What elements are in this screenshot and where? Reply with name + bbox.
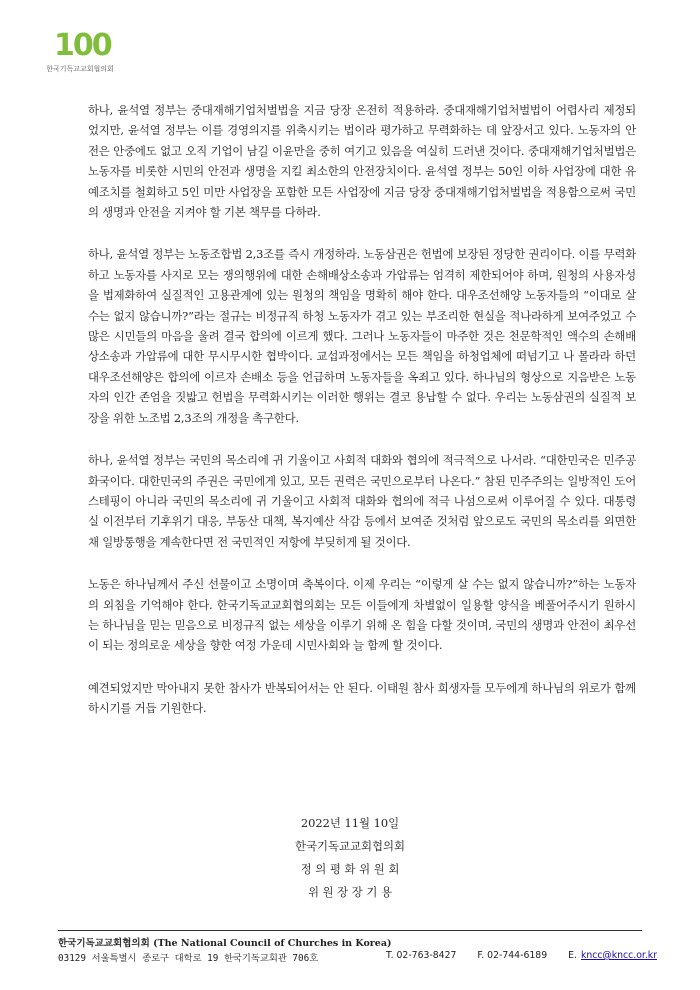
paragraph-3: 하나, 윤석열 정부는 국민의 목소리에 귀 기울이고 사회적 대화와 협의에 적극적으로 나서라. “대한민국은 민주공화국이다. 대한민국의 주권은 국민에게 있고, 모든 권력은 국민으로부터 나온다.” 참된 민주주의는 일방적인 도어 스테핑이 아니라 국민의 목소리에 귀 기울이고 사회적 대화와 협의에 적극 나섬으로써 이루어질 수 있다. 대통령실 이전부터 기후위기 대응, 부동산 대책, 복지예산 삭감 등에서 보여준 것처럼 앞으로도 국민의 목소리를 외면한 채 일방통행을 계속한다면 전 국민적인 저항에 부딪히게 될 것이다.: [88, 453, 636, 549]
organization-logo: [44, 28, 116, 78]
signature-chair: 위 원 장 장 기 용: [307, 885, 393, 899]
footer-fax: F. 02-744-6189: [477, 950, 548, 961]
paragraph-2: 하나, 윤석열 정부는 노동조합법 2,3조를 즉시 개정하라. 노동삼권은 헌법에 보장된 정당한 권리이다. 이를 무력화하고 노동자를 사지로 모는 쟁의행위에 대한 손해배상소송과 가압류는 엄격히 제한되어야 하며, 원청의 사용자성을 법제화하여 실질적인 고용관계에 있는 원청의 책임을 명확히 해야 한다. 대우조선해양 노동자들의 “이대로 살 수는 없지 않습니까?”라는 절규는 비정규직 하청 노동자가 겪고 있는 부조리한 현실을 적나라하게 보여주었고 수많은 시민들의 마음을 울려 결국 합의에 이르게 했다. 그러나 노동자들이 마주한 것은 천문학적인 액수의 손해배상소송과 가압류에 대한 무시무시한 협박이다. 교섭과정에서는 모든 책임을 하청업체에 떠넘기고 나 몰라라 하던 대우조선해양은 합의에 이르자 손배소 등을 언급하며 노동자들을 옥죄고 있다. 하나님의 형상으로 지음받은 노동자의 인간 존엄을 짓밟고 헌법을 무력화시키는 이러한 행위는 결코 용납할 수 없다. 우리는 노동삼권의 실질적 보장을 위한 노조법 2,3조의 개정을 촉구한다.: [88, 247, 636, 425]
footer-email-label: E.: [568, 950, 577, 961]
paragraph-1: 하나, 윤석열 정부는 중대재해기업처벌법을 지금 당장 온전히 적용하라. 중대재해기업처벌법이 어렵사리 제정되었지만, 윤석열 정부는 이를 경영의지를 위축시키는 법이라 평가하고 무력화하는 데 앞장서고 있다. 노동자의 안전은 안중에도 없고 오직 기업이 남길 이윤만을 중히 여기고 있음을 여실히 드러낸 것이다. 중대재해기업처벌법은 노동자를 비롯한 시민의 안전과 생명을 지킬 최소한의 안전장치이다. 윤석열 정부는 50인 이하 사업장에 대한 유예조치를 철회하고 5인 미만 사업장을 포함한 모든 사업장에 지금 당장 중대재해기업처벌법을 적용함으로써 국민의 생명과 안전을 지켜야 할 기본 책무를 다하라.: [88, 103, 636, 220]
paragraph-5: 예견되었지만 막아내지 못한 참사가 반복되어서는 안 된다. 이태원 참사 희생자들 모두에게 하나님의 위로가 함께 하시기를 거듭 기원한다.: [88, 680, 636, 716]
logo-text: 한국기독교교회협의회: [46, 65, 114, 73]
signature-org: 한국기독교교회협의회: [294, 839, 406, 853]
footer-contacts: [386, 950, 657, 961]
paragraph-4: 노동은 하나님께서 주신 선물이고 소명이며 축복이다. 이제 우리는 “이렇게 살 수는 없지 않습니까?”하는 노동자의 외침을 기억해야 한다. 한국기독교교회협의회는 모든 이들에게 차별없이 일용할 양식을 베풀어주시기 원하시는 하나님을 믿는 믿음으로 비정규직 없는 세상을 이루기 위해 온 힘을 다할 것이며, 국민의 생명과 안전이 최우선이 되는 정의로운 세상을 향한 여정 가운데 시민사회와 늘 함께 할 것이다.: [88, 577, 636, 653]
footer-organization-name: 한국기독교교회협의회 (The National Council of Churches in Korea): [58, 938, 392, 949]
signature-committee: 정 의 평 화 위 원 회: [300, 862, 400, 876]
logo-mark: 100: [54, 28, 111, 63]
signature-block: [0, 812, 700, 904]
signature-date: 2022년 11월 10일: [300, 816, 400, 830]
statement-body: [88, 100, 636, 741]
footer-email-link[interactable]: kncc@kncc.or.kr: [580, 950, 658, 961]
footer-phone: T. 02-763-8427: [386, 950, 457, 961]
footer-divider: [58, 930, 642, 931]
footer-address: 03129 서울특별시 종로구 대학로 19 한국기독교회관 706호: [58, 953, 319, 964]
